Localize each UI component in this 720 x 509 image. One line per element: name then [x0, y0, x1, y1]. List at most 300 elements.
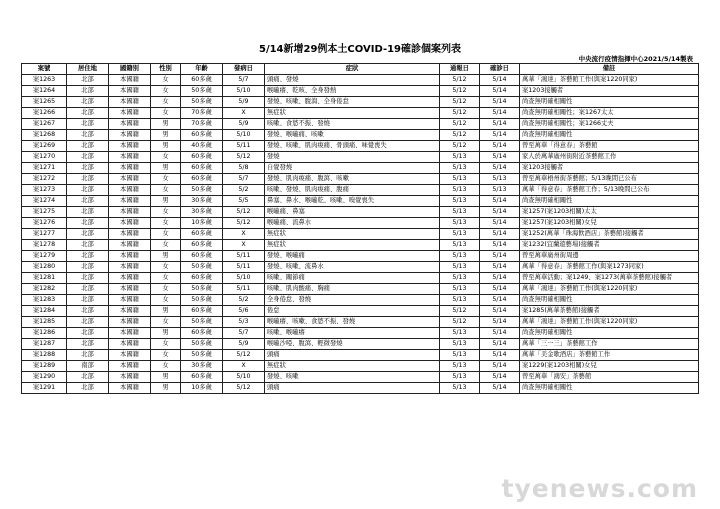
- cell-nationality: 本國籍: [109, 86, 151, 97]
- cell-report-date: 5/13: [440, 295, 480, 306]
- cell-nationality: 本國籍: [109, 229, 151, 240]
- table-row: [22, 141, 699, 152]
- cell-report-date: 5/13: [440, 372, 480, 383]
- cell-gender: 女: [151, 262, 181, 273]
- cell-onset-date: 5/2: [223, 295, 265, 306]
- cell-case-no: 案1276: [22, 218, 67, 229]
- cell-symptoms: 喉嚨痛、鼻塞: [265, 207, 440, 218]
- cell-report-date: 5/12: [440, 141, 480, 152]
- cell-residence: 北部: [67, 383, 109, 394]
- cell-age: 30多歲: [181, 196, 223, 207]
- cell-nationality: 本國籍: [109, 119, 151, 130]
- cell-age: 70多歲: [181, 119, 223, 130]
- cell-remarks: 尚查無明確相關性: [520, 328, 699, 339]
- cell-case-no: 案1271: [22, 163, 67, 174]
- cell-age: 60多歲: [181, 251, 223, 262]
- cell-case-no: 案1273: [22, 185, 67, 196]
- cell-symptoms: 咳嗽、發燒、肌肉痠痛、腹痛: [265, 185, 440, 196]
- cell-case-no: 案1282: [22, 284, 67, 295]
- cell-confirm-date: 5/14: [480, 97, 520, 108]
- cell-nationality: 本國籍: [109, 284, 151, 295]
- cell-symptoms: 頭痛: [265, 383, 440, 394]
- cell-nationality: 本國籍: [109, 306, 151, 317]
- cell-residence: 北部: [67, 130, 109, 141]
- cell-residence: 北部: [67, 141, 109, 152]
- cell-age: 60多歲: [181, 152, 223, 163]
- table-row: [22, 339, 699, 350]
- table-row: [22, 86, 699, 97]
- cell-gender: 女: [151, 240, 181, 251]
- cell-remarks: 尚查無明確相關性；案1266丈夫: [520, 119, 699, 130]
- cell-case-no: 案1266: [22, 108, 67, 119]
- cell-nationality: 本國籍: [109, 372, 151, 383]
- cell-nationality: 本國籍: [109, 317, 151, 328]
- cell-remarks: 案1232(宜蘭遊藝場)接觸者: [520, 240, 699, 251]
- cell-report-date: 5/12: [440, 75, 480, 86]
- table-header-row: [22, 64, 699, 75]
- cell-gender: 女: [151, 152, 181, 163]
- table-row: [22, 251, 699, 262]
- table-row: [22, 350, 699, 361]
- cell-gender: 女: [151, 295, 181, 306]
- table-row: [22, 97, 699, 108]
- cell-report-date: 5/13: [440, 284, 480, 295]
- cell-gender: 女: [151, 229, 181, 240]
- cell-onset-date: 5/10: [223, 372, 265, 383]
- cell-report-date: 5/12: [440, 119, 480, 130]
- cell-onset-date: 5/10: [223, 130, 265, 141]
- cell-symptoms: 發燒、咳嗽: [265, 372, 440, 383]
- cell-onset-date: 5/10: [223, 86, 265, 97]
- cell-confirm-date: 5/14: [480, 284, 520, 295]
- cell-remarks: 曾至萬華廣州街周邊: [520, 251, 699, 262]
- cell-symptoms: 喉嚨癢、乾咳、全身發熱: [265, 86, 440, 97]
- cell-onset-date: 5/12: [223, 218, 265, 229]
- cell-gender: 女: [151, 218, 181, 229]
- column-header-case-no: 案號: [22, 64, 67, 75]
- cell-report-date: 5/13: [440, 229, 480, 240]
- cell-residence: 南部: [67, 361, 109, 372]
- cell-case-no: 案1277: [22, 229, 67, 240]
- cell-confirm-date: 5/14: [480, 218, 520, 229]
- cell-report-date: 5/13: [440, 240, 480, 251]
- table-row: [22, 284, 699, 295]
- cell-age: 60多歲: [181, 372, 223, 383]
- cell-age: 50多歲: [181, 86, 223, 97]
- cell-nationality: 本國籍: [109, 141, 151, 152]
- cell-age: 60多歲: [181, 328, 223, 339]
- cell-nationality: 本國籍: [109, 174, 151, 185]
- case-table: [21, 63, 699, 394]
- cell-confirm-date: 5/14: [480, 383, 520, 394]
- cell-onset-date: 5/12: [223, 350, 265, 361]
- cell-gender: 女: [151, 207, 181, 218]
- cell-confirm-date: 5/14: [480, 317, 520, 328]
- cell-confirm-date: 5/14: [480, 339, 520, 350]
- cell-age: 30多歲: [181, 361, 223, 372]
- cell-symptoms: 發燒、咳嗽、肌肉痠痛、骨頭痛、味覺喪失: [265, 141, 440, 152]
- table-row: [22, 306, 699, 317]
- cell-confirm-date: 5/14: [480, 251, 520, 262]
- cell-case-no: 案1286: [22, 328, 67, 339]
- cell-gender: 女: [151, 361, 181, 372]
- cell-residence: 北部: [67, 240, 109, 251]
- table-row: [22, 328, 699, 339]
- table-row: [22, 207, 699, 218]
- cell-residence: 北部: [67, 163, 109, 174]
- cell-case-no: 案1265: [22, 97, 67, 108]
- cell-remarks: 案1257(案1203相關)太太: [520, 207, 699, 218]
- cell-remarks: 尚查無明確相關性: [520, 383, 699, 394]
- cell-case-no: 案1263: [22, 75, 67, 86]
- cell-symptoms: 咳嗽、關節痛: [265, 273, 440, 284]
- cell-gender: 男: [151, 130, 181, 141]
- cell-remarks: 案1257(案1203相關)女兒: [520, 218, 699, 229]
- cell-nationality: 本國籍: [109, 273, 151, 284]
- cell-remarks: 案1229(案1203相關)女兒: [520, 361, 699, 372]
- cell-onset-date: 5/10: [223, 273, 265, 284]
- cell-confirm-date: 5/14: [480, 350, 520, 361]
- cell-gender: 男: [151, 372, 181, 383]
- cell-nationality: 本國籍: [109, 185, 151, 196]
- cell-report-date: 5/13: [440, 361, 480, 372]
- column-header-symptoms: 症狀: [265, 64, 440, 75]
- cell-nationality: 本國籍: [109, 152, 151, 163]
- cell-confirm-date: 5/14: [480, 273, 520, 284]
- cell-symptoms: 喉嚨痛、流鼻水: [265, 218, 440, 229]
- cell-age: 50多歲: [181, 295, 223, 306]
- cell-age: 50多歲: [181, 339, 223, 350]
- cell-residence: 北部: [67, 86, 109, 97]
- cell-case-no: 案1283: [22, 295, 67, 306]
- cell-residence: 北部: [67, 284, 109, 295]
- cell-onset-date: 5/9: [223, 339, 265, 350]
- cell-report-date: 5/12: [440, 306, 480, 317]
- cell-remarks: 案1285(萬華茶藝館)接觸者: [520, 306, 699, 317]
- cell-symptoms: 頭痛、發燒: [265, 75, 440, 86]
- cell-case-no: 案1287: [22, 339, 67, 350]
- cell-residence: 北部: [67, 97, 109, 108]
- column-header-nationality: 國籍別: [109, 64, 151, 75]
- table-row: [22, 229, 699, 240]
- cell-age: 10多歲: [181, 383, 223, 394]
- cell-report-date: 5/13: [440, 218, 480, 229]
- cell-report-date: 5/12: [440, 317, 480, 328]
- cell-symptoms: 發燒、肌肉痠痛、腹瀉、咳嗽: [265, 174, 440, 185]
- column-header-onset-date: 發病日: [223, 64, 265, 75]
- cell-onset-date: 5/11: [223, 262, 265, 273]
- cell-symptoms: 咳嗽、喉嚨癢: [265, 328, 440, 339]
- cell-symptoms: 發燒: [265, 152, 440, 163]
- cell-nationality: 本國籍: [109, 207, 151, 218]
- cell-nationality: 本國籍: [109, 130, 151, 141]
- table-row: [22, 163, 699, 174]
- cell-nationality: 本國籍: [109, 196, 151, 207]
- cell-remarks: 尚查無明確相關性: [520, 97, 699, 108]
- cell-gender: 女: [151, 174, 181, 185]
- cell-remarks: 案1203接觸者: [520, 163, 699, 174]
- table-row: [22, 130, 699, 141]
- cell-nationality: 本國籍: [109, 163, 151, 174]
- cell-age: 70多歲: [181, 108, 223, 119]
- cell-gender: 男: [151, 163, 181, 174]
- cell-nationality: 本國籍: [109, 350, 151, 361]
- cell-case-no: 案1281: [22, 273, 67, 284]
- cell-onset-date: 5/5: [223, 196, 265, 207]
- table-row: [22, 174, 699, 185]
- cell-symptoms: 全身倦怠、發燒: [265, 295, 440, 306]
- cell-confirm-date: 5/14: [480, 328, 520, 339]
- cell-age: 60多歲: [181, 229, 223, 240]
- cell-report-date: 5/12: [440, 86, 480, 97]
- cell-remarks: 萬華「美金歌酒店」茶藝館工作: [520, 350, 699, 361]
- column-header-gender: 性別: [151, 64, 181, 75]
- cell-remarks: 尚查無明確相關性；案1267太太: [520, 108, 699, 119]
- source-note: 中央流行疫情指揮中心2021/5/14製表: [578, 55, 693, 63]
- cell-case-no: 案1289: [22, 361, 67, 372]
- cell-symptoms: 無症狀: [265, 361, 440, 372]
- cell-symptoms: 發燒、咳嗽、腹瀉、全身倦怠: [265, 97, 440, 108]
- cell-age: 60多歲: [181, 273, 223, 284]
- cell-case-no: 案1291: [22, 383, 67, 394]
- cell-confirm-date: 5/14: [480, 240, 520, 251]
- cell-residence: 北部: [67, 262, 109, 273]
- cell-confirm-date: 5/14: [480, 306, 520, 317]
- cell-confirm-date: 5/13: [480, 185, 520, 196]
- cell-gender: 女: [151, 108, 181, 119]
- cell-residence: 北部: [67, 119, 109, 130]
- cell-residence: 北部: [67, 372, 109, 383]
- cell-gender: 女: [151, 97, 181, 108]
- cell-remarks: 萬華「得意春」茶藝館工作；5/13晚間已公布: [520, 185, 699, 196]
- cell-confirm-date: 5/14: [480, 152, 520, 163]
- cell-nationality: 本國籍: [109, 251, 151, 262]
- cell-onset-date: 5/12: [223, 152, 265, 163]
- cell-remarks: 曾至萬華「得意春」茶藝館: [520, 141, 699, 152]
- cell-confirm-date: 5/14: [480, 295, 520, 306]
- cell-age: 50多歲: [181, 350, 223, 361]
- table-row: [22, 119, 699, 130]
- table-row: [22, 372, 699, 383]
- cell-onset-date: 5/9: [223, 97, 265, 108]
- cell-nationality: 本國籍: [109, 295, 151, 306]
- cell-onset-date: X: [223, 361, 265, 372]
- cell-confirm-date: 5/14: [480, 262, 520, 273]
- cell-report-date: 5/12: [440, 108, 480, 119]
- table-row: [22, 262, 699, 273]
- page-title: 5/14新增29例本土COVID-19確診個案列表: [258, 44, 462, 55]
- cell-remarks: 萬華「得意春」茶藝館工作(與案1273同家): [520, 262, 699, 273]
- cell-nationality: 本國籍: [109, 218, 151, 229]
- cell-report-date: 5/13: [440, 273, 480, 284]
- cell-gender: 女: [151, 284, 181, 295]
- cell-confirm-date: 5/14: [480, 75, 520, 86]
- cell-confirm-date: 5/14: [480, 119, 520, 130]
- cell-gender: 男: [151, 306, 181, 317]
- cell-symptoms: 發燒、喉嚨痛、咳嗽: [265, 130, 440, 141]
- cell-age: 60多歲: [181, 174, 223, 185]
- cell-residence: 北部: [67, 317, 109, 328]
- cell-onset-date: 5/6: [223, 306, 265, 317]
- cell-residence: 北部: [67, 196, 109, 207]
- cell-residence: 北部: [67, 273, 109, 284]
- cell-gender: 男: [151, 251, 181, 262]
- cell-gender: 男: [151, 328, 181, 339]
- cell-residence: 北部: [67, 229, 109, 240]
- table-row: [22, 383, 699, 394]
- cell-report-date: 5/13: [440, 350, 480, 361]
- cell-gender: 男: [151, 119, 181, 130]
- cell-case-no: 案1275: [22, 207, 67, 218]
- cell-onset-date: 5/3: [223, 317, 265, 328]
- cell-residence: 北部: [67, 251, 109, 262]
- cell-age: 50多歲: [181, 262, 223, 273]
- cell-gender: 女: [151, 185, 181, 196]
- cell-age: 30多歲: [181, 207, 223, 218]
- cell-nationality: 本國籍: [109, 108, 151, 119]
- cell-report-date: 5/12: [440, 97, 480, 108]
- cell-report-date: 5/13: [440, 174, 480, 185]
- cell-remarks: 曾至萬華梧州街茶藝館；5/13晚間已公布: [520, 174, 699, 185]
- cell-case-no: 案1267: [22, 119, 67, 130]
- cell-remarks: 案1203接觸者: [520, 86, 699, 97]
- cell-nationality: 本國籍: [109, 240, 151, 251]
- cell-case-no: 案1269: [22, 141, 67, 152]
- cell-onset-date: 5/7: [223, 328, 265, 339]
- cell-nationality: 本國籍: [109, 383, 151, 394]
- cell-age: 60多歲: [181, 163, 223, 174]
- cell-nationality: 本國籍: [109, 75, 151, 86]
- cell-remarks: 案1252(萬華「珠海飲酒店」茶藝館)接觸者: [520, 229, 699, 240]
- cell-case-no: 案1288: [22, 350, 67, 361]
- cell-symptoms: 鼻塞、鼻水、喉嚨乾、咳嗽、嗅覺喪失: [265, 196, 440, 207]
- cell-confirm-date: 5/14: [480, 86, 520, 97]
- cell-report-date: 5/13: [440, 152, 480, 163]
- cell-report-date: 5/13: [440, 207, 480, 218]
- cell-report-date: 5/13: [440, 251, 480, 262]
- cell-case-no: 案1279: [22, 251, 67, 262]
- table-row: [22, 218, 699, 229]
- cell-onset-date: 5/2: [223, 185, 265, 196]
- cell-remarks: 曾至萬華活動；案1249、案1273(萬華茶藝館)接觸者: [520, 273, 699, 284]
- cell-report-date: 5/13: [440, 339, 480, 350]
- cell-case-no: 案1264: [22, 86, 67, 97]
- column-header-report-date: 通報日: [440, 64, 480, 75]
- column-header-remarks: 備註: [520, 64, 699, 75]
- cell-residence: 北部: [67, 185, 109, 196]
- cell-report-date: 5/13: [440, 196, 480, 207]
- cell-symptoms: 無症狀: [265, 240, 440, 251]
- cell-age: 60多歲: [181, 306, 223, 317]
- cell-age: 10多歲: [181, 218, 223, 229]
- table-row: [22, 361, 699, 372]
- cell-symptoms: 喉嚨癢、咳嗽、食慾不振、發燒: [265, 317, 440, 328]
- cell-residence: 北部: [67, 174, 109, 185]
- cell-remarks: 尚查無明確相關性: [520, 130, 699, 141]
- cell-age: 60多歲: [181, 75, 223, 86]
- table-row: [22, 240, 699, 251]
- cell-onset-date: X: [223, 240, 265, 251]
- cell-onset-date: 5/11: [223, 284, 265, 295]
- cell-symptoms: 喉嚨沙啞、腹瀉、輕微發燒: [265, 339, 440, 350]
- table-row: [22, 317, 699, 328]
- cell-confirm-date: 5/14: [480, 229, 520, 240]
- cell-onset-date: X: [223, 108, 265, 119]
- cell-case-no: 案1270: [22, 152, 67, 163]
- cell-gender: 男: [151, 196, 181, 207]
- cell-nationality: 本國籍: [109, 339, 151, 350]
- cell-onset-date: 5/12: [223, 207, 265, 218]
- cell-report-date: 5/13: [440, 262, 480, 273]
- cell-remarks: 尚查無明確相關性: [520, 295, 699, 306]
- cell-symptoms: 無症狀: [265, 229, 440, 240]
- cell-onset-date: 5/7: [223, 174, 265, 185]
- table-row: [22, 273, 699, 284]
- cell-symptoms: 自覺發燒: [265, 163, 440, 174]
- cell-report-date: 5/13: [440, 185, 480, 196]
- cell-nationality: 本國籍: [109, 328, 151, 339]
- cell-residence: 北部: [67, 207, 109, 218]
- cell-residence: 北部: [67, 350, 109, 361]
- cell-residence: 北部: [67, 328, 109, 339]
- cell-case-no: 案1290: [22, 372, 67, 383]
- table-row: [22, 75, 699, 86]
- cell-case-no: 案1285: [22, 317, 67, 328]
- cell-onset-date: 5/12: [223, 383, 265, 394]
- cell-age: 50多歲: [181, 317, 223, 328]
- cell-confirm-date: 5/14: [480, 361, 520, 372]
- cell-symptoms: 發燒、咳嗽、流鼻水: [265, 262, 440, 273]
- cell-nationality: 本國籍: [109, 97, 151, 108]
- cell-report-date: 5/13: [440, 328, 480, 339]
- cell-report-date: 5/13: [440, 163, 480, 174]
- cell-remarks: 曾至萬華「鴻安」茶藝館: [520, 372, 699, 383]
- cell-symptoms: 咳嗽、食慾不振、發燒: [265, 119, 440, 130]
- cell-confirm-date: 5/13: [480, 174, 520, 185]
- cell-onset-date: 5/7: [223, 75, 265, 86]
- cell-residence: 北部: [67, 152, 109, 163]
- cell-remarks: 萬華「鴻達」茶藝館工作(與案1220同家): [520, 75, 699, 86]
- cell-remarks: 萬華「鴻達」茶藝館工作(與案1220同家): [520, 317, 699, 328]
- cell-age: 50多歲: [181, 97, 223, 108]
- cell-confirm-date: 5/14: [480, 372, 520, 383]
- cell-remarks: 尚查無明確相關性: [520, 196, 699, 207]
- cell-age: 60多歲: [181, 240, 223, 251]
- cell-residence: 北部: [67, 108, 109, 119]
- cell-symptoms: 無症狀: [265, 108, 440, 119]
- cell-report-date: 5/12: [440, 130, 480, 141]
- cell-case-no: 案1278: [22, 240, 67, 251]
- cell-symptoms: 頭痛: [265, 350, 440, 361]
- cell-case-no: 案1280: [22, 262, 67, 273]
- cell-gender: 男: [151, 383, 181, 394]
- cell-onset-date: 5/9: [223, 119, 265, 130]
- cell-gender: 女: [151, 317, 181, 328]
- cell-case-no: 案1284: [22, 306, 67, 317]
- cell-residence: 北部: [67, 75, 109, 86]
- cell-confirm-date: 5/14: [480, 108, 520, 119]
- cell-symptoms: 咳嗽、肌肉酸痛、胸痛: [265, 284, 440, 295]
- cell-symptoms: 發燒、喉嚨痛: [265, 251, 440, 262]
- cell-onset-date: X: [223, 229, 265, 240]
- cell-gender: 男: [151, 141, 181, 152]
- cell-onset-date: 5/11: [223, 251, 265, 262]
- cell-onset-date: 5/8: [223, 163, 265, 174]
- table-row: [22, 108, 699, 119]
- table-row: [22, 295, 699, 306]
- cell-confirm-date: 5/14: [480, 163, 520, 174]
- table-body: [22, 75, 699, 394]
